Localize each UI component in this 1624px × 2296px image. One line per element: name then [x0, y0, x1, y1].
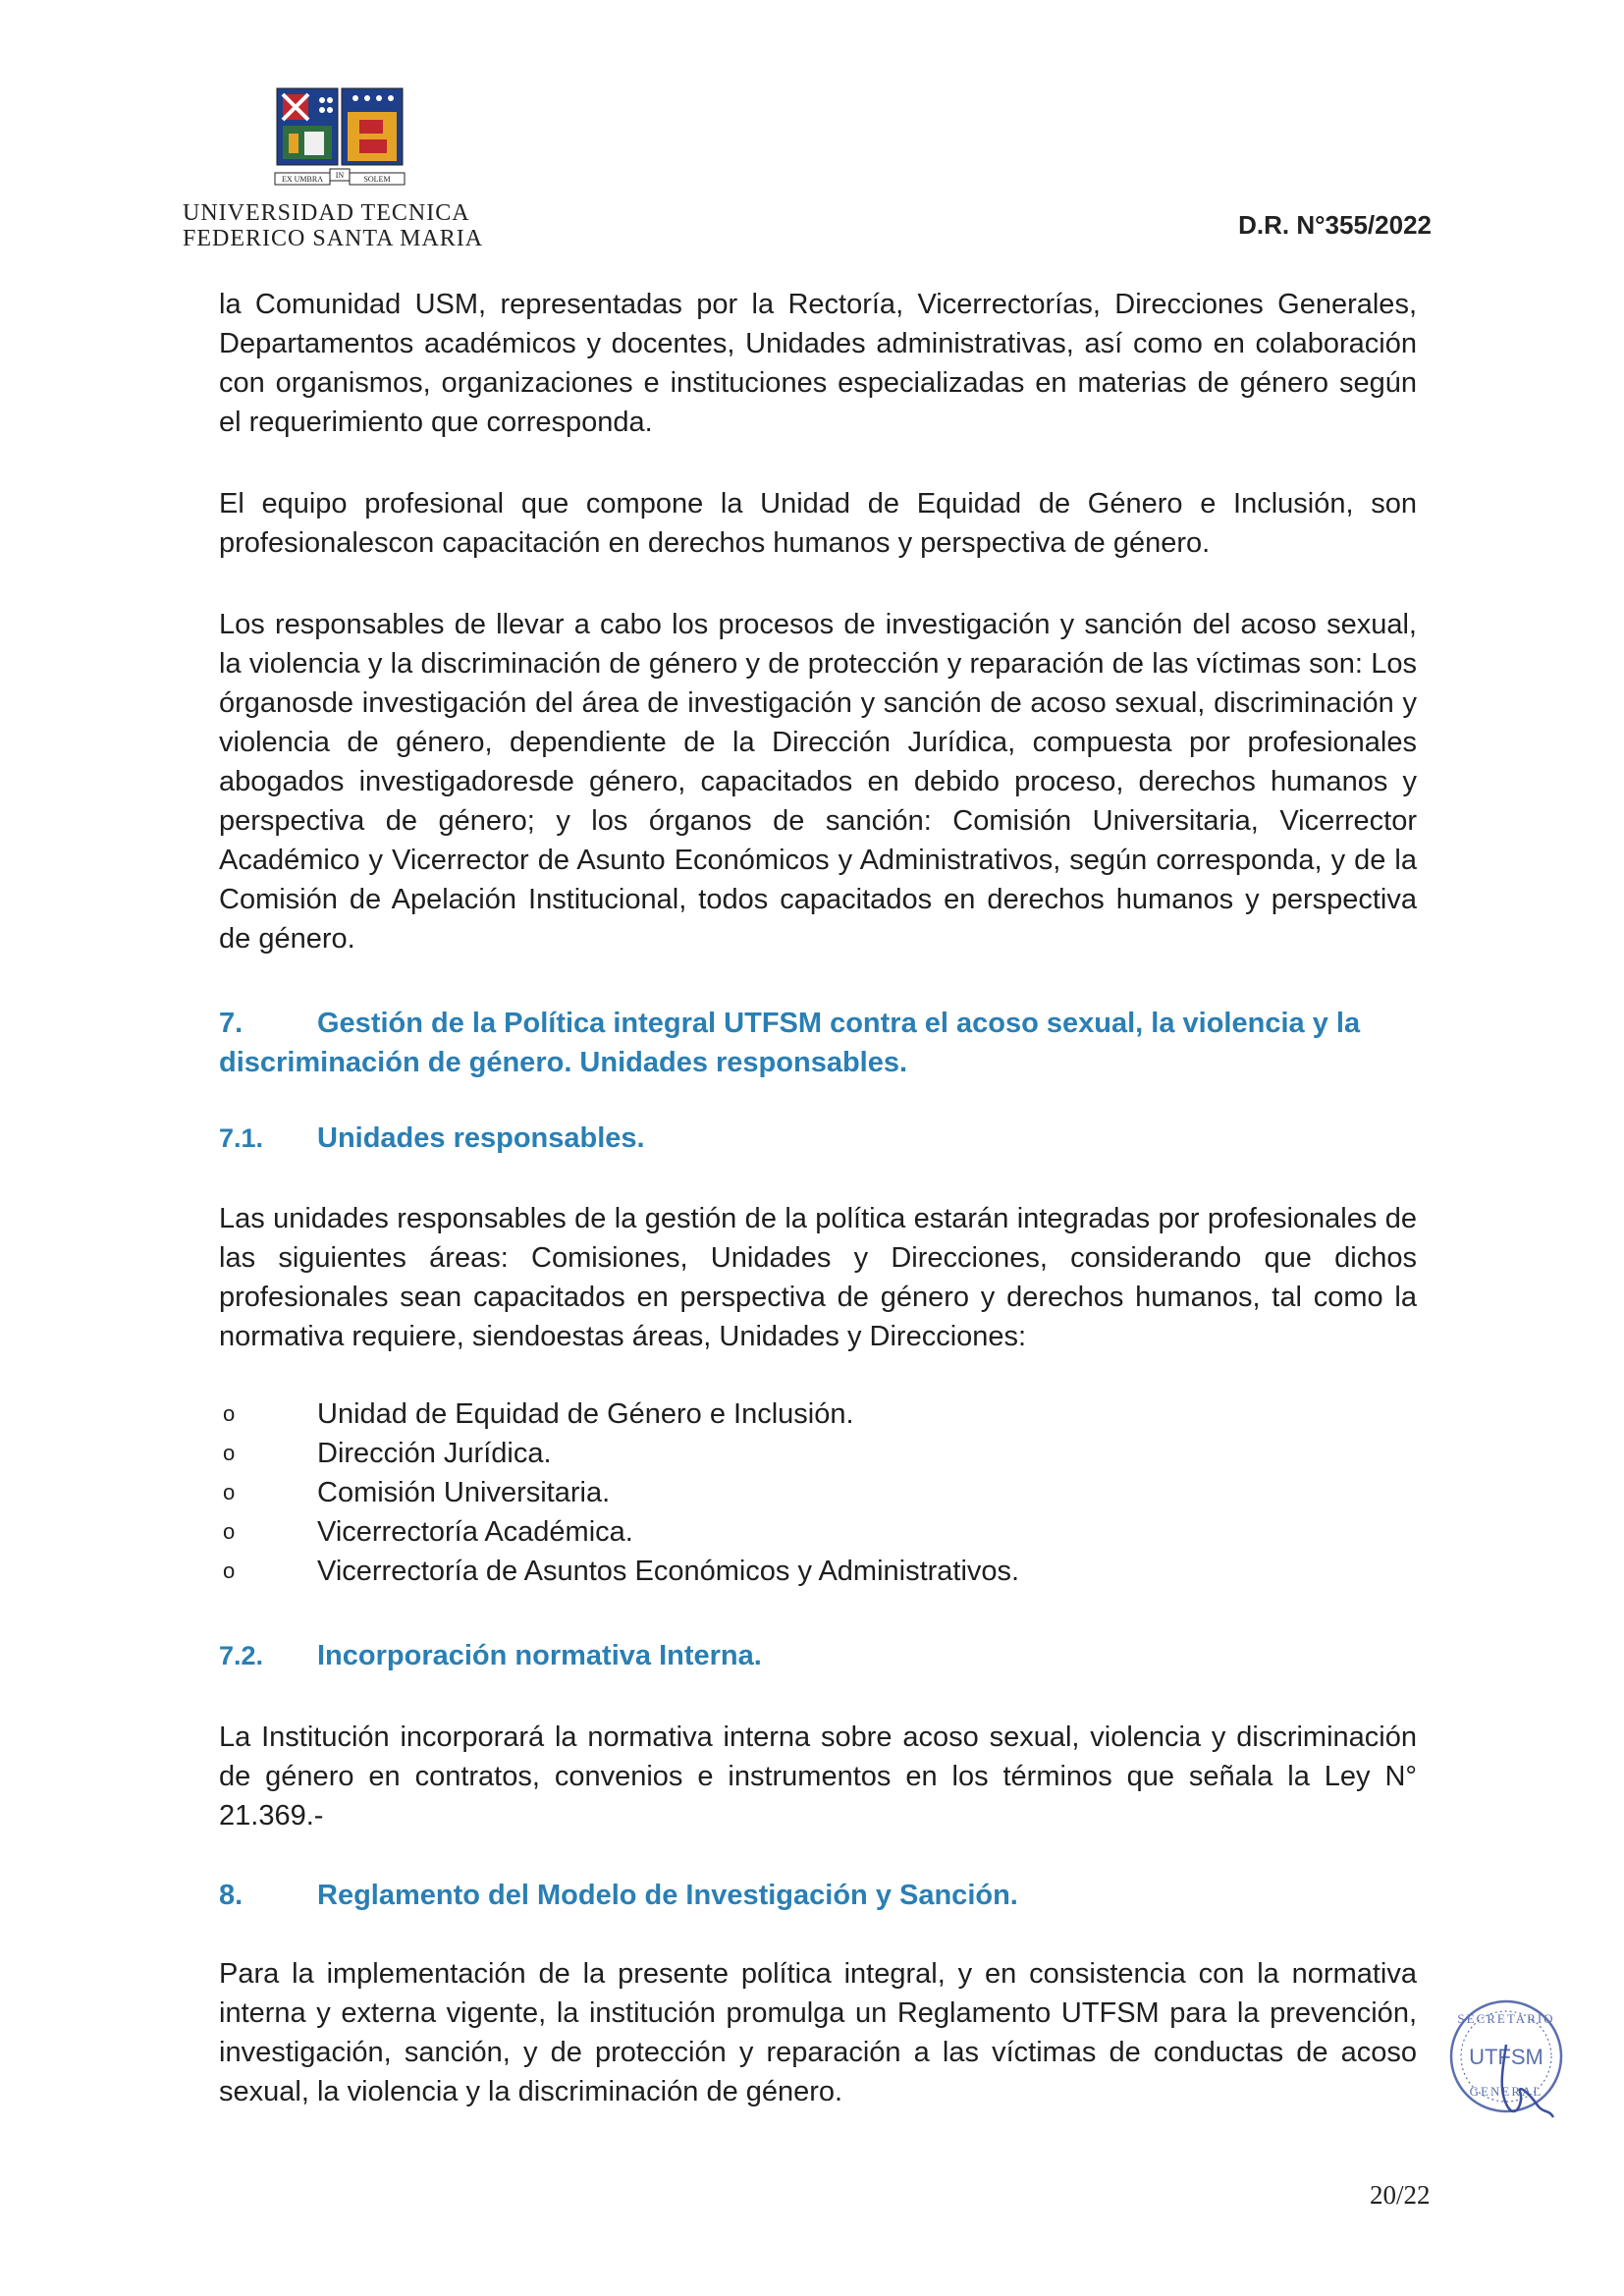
stamp-top-text: SECRETARIO: [1457, 2011, 1555, 2026]
motto-right: SOLEM: [363, 175, 391, 184]
section-7-heading: [219, 1004, 1417, 1082]
motto-center: IN: [335, 171, 345, 180]
responsible-units-list: [219, 1394, 1019, 1591]
paragraph-professional-team: El equipo profesional que compone la Unidad de Equidad de Género e Inclusión, son profesionalescon capacitación en derechos humanos y perspectiva de género.: [219, 488, 1417, 559]
list-item: [219, 1512, 1019, 1552]
section-8-title: Reglamento del Modelo de Investigación y Sanción.: [317, 1880, 1018, 1911]
paragraph-usm-community: la Comunidad USM, representadas por la Rectoría, Vicerrectorías, Direcciones Generales, Departamentos académicos y docentes, Unidades administrativas, así como en colaboración con organismos, organizaciones e instituciones especializadas en materias de género según el requerimiento que corresponda.: [219, 289, 1417, 438]
university-name-line2: FEDERICO SANTA MARIA: [183, 226, 484, 251]
list-item-text: Vicerrectoría Académica.: [317, 1516, 633, 1548]
list-item: [219, 1552, 1019, 1591]
university-logo: [273, 86, 406, 192]
paragraph-internal-regulation: La Institución incorporará la normativa interna sobre acoso sexual, violencia y discriminación de género en contratos, convenios e instrumentos en los términos que señala la Ley N° 21.369.-: [219, 1722, 1417, 1831]
university-name: [183, 200, 483, 251]
paragraph-responsible-units: Las unidades responsables de la gestión de la política estarán integradas por profesionales de las siguientes áreas: Comisiones, Unidades y Direcciones, considerando que dichos profesionales sean capacitados en perspectiva de género y derechos humanos, tal como la normativa requiere, siendoestas áreas, Unidades y Direcciones:: [219, 1203, 1417, 1352]
university-name-line1: UNIVERSIDAD TECNICA: [183, 200, 470, 226]
bullet-icon: o: [223, 1519, 236, 1544]
secretary-stamp: [1447, 1984, 1575, 2141]
section-7-2-heading: [219, 1636, 762, 1675]
section-8-number: 8.: [219, 1880, 244, 1911]
motto-left: EX UMBRA: [281, 175, 324, 184]
bullet-icon: o: [223, 1558, 236, 1583]
section-7-1-title: Unidades responsables.: [317, 1122, 645, 1154]
bullet-icon: o: [223, 1441, 236, 1465]
section-7-1-number: 7.1.: [219, 1123, 264, 1153]
bullet-icon: o: [223, 1401, 236, 1426]
list-item: [219, 1434, 1019, 1473]
paragraph-responsibles: Los responsables de llevar a cabo los procesos de investigación y sanción del acoso sexual, la violencia y la discriminación de género y de protección y reparación de las víctimas son: Los órganosde investigación del área de investigación y sanción de acoso sexual, discriminación y violencia de género, dependiente de la Dirección Jurídica, compuesta por profesionales abogados investigadoresde género, capacitados en debido proceso, derechos humanos y perspectiva de género; y los órganos de sanción: Comisión Universitaria, Vicerrector Académico y Vicerrector de Asunto Económicos y Administrativos, según corresponda, y de la Comisión de Apelación Institucional, todos capacitados en derechos humanos y perspectiva de género.: [219, 609, 1417, 955]
section-7-2-number: 7.2.: [219, 1641, 264, 1670]
document-number: D.R. N°355/2022: [1238, 210, 1432, 240]
stamp-center-text: UTFSM: [1469, 2045, 1543, 2069]
section-7-title: Gestión de la Política integral UTFSM contra el acoso sexual, la violencia y la discriminación de género. Unidades responsables.: [219, 1008, 1361, 1078]
page-number: 20/22: [1370, 2180, 1431, 2210]
stamp-bottom-text: GENERAL: [1469, 2084, 1543, 2099]
section-7-2-title: Incorporación normativa Interna.: [317, 1640, 762, 1671]
list-item-text: Unidad de Equidad de Género e Inclusión.: [317, 1398, 854, 1430]
university-crest-icon: [273, 86, 406, 192]
section-8-heading: [219, 1876, 1417, 1915]
list-item-text: Dirección Jurídica.: [317, 1438, 552, 1469]
section-7-1-heading: [219, 1119, 645, 1158]
list-item-text: Comisión Universitaria.: [317, 1477, 611, 1508]
stamp-seal-icon: [1447, 1984, 1575, 2141]
list-item-text: Vicerrectoría de Asuntos Económicos y Administrativos.: [317, 1556, 1020, 1587]
paragraph-regulation: Para la implementación de la presente política integral, y en consistencia con la normativa interna y externa vigente, la institución promulga un Reglamento UTFSM para la prevención, investigación, sanción, y de protección y reparación a las víctimas de conductas de acoso sexual, la violencia y la discriminación de género.: [219, 1958, 1417, 2107]
list-item: [219, 1473, 1019, 1512]
list-item: [219, 1394, 1019, 1434]
bullet-icon: o: [223, 1480, 236, 1504]
section-7-number: 7.: [219, 1008, 244, 1039]
